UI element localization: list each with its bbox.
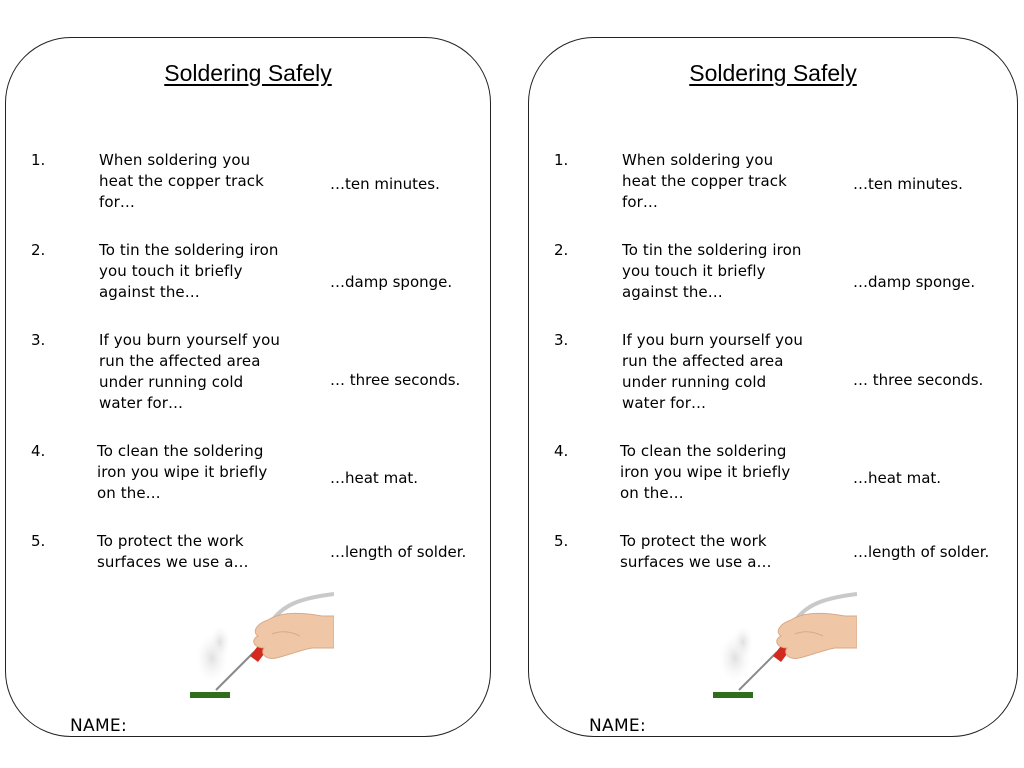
question-1-text: When soldering you heat the copper track for…: [99, 151, 264, 211]
question-3-text: If you burn yourself you run the affected area under running cold water for…: [622, 331, 803, 412]
answer-2: …damp sponge.: [330, 273, 453, 291]
question-4-number: 4.: [31, 442, 46, 460]
question-2-number: 2.: [31, 241, 46, 259]
card-title: Soldering Safely: [164, 60, 332, 86]
worksheet-card-right: [528, 37, 1018, 737]
answer-2: …damp sponge.: [853, 273, 976, 291]
answer-4: …heat mat.: [853, 469, 942, 487]
question-4-text: To clean the soldering iron you wipe it briefly on the…: [97, 442, 268, 502]
card-title: Soldering Safely: [689, 60, 857, 86]
question-3-text: If you burn yourself you run the affected area under running cold water for…: [99, 331, 280, 412]
question-5-number: 5.: [31, 532, 46, 550]
answer-3: … three seconds.: [853, 371, 984, 389]
question-5-text: To protect the work surfaces we use a…: [620, 532, 772, 571]
answer-4: …heat mat.: [330, 469, 419, 487]
question-4-number: 4.: [554, 442, 569, 460]
answer-1: …ten minutes.: [330, 175, 440, 193]
question-3-number: 3.: [554, 331, 569, 349]
question-1-number: 1.: [554, 151, 569, 169]
answer-3: … three seconds.: [330, 371, 461, 389]
question-5-number: 5.: [554, 532, 569, 550]
question-5-text: To protect the work surfaces we use a…: [97, 532, 249, 571]
name-label: NAME:: [589, 716, 646, 736]
soldering-iron-hand-icon: [182, 590, 334, 702]
name-label: NAME:: [70, 716, 127, 736]
answer-5: …length of solder.: [330, 543, 467, 561]
question-2-text: To tin the soldering iron you touch it briefly against the…: [99, 241, 279, 301]
question-2-number: 2.: [554, 241, 569, 259]
soldering-iron-hand-icon: [705, 590, 857, 702]
answer-1: …ten minutes.: [853, 175, 963, 193]
worksheet-card-left: [5, 37, 491, 737]
question-2-text: To tin the soldering iron you touch it briefly against the…: [622, 241, 802, 301]
question-1-number: 1.: [31, 151, 46, 169]
question-4-text: To clean the soldering iron you wipe it briefly on the…: [620, 442, 791, 502]
question-3-number: 3.: [31, 331, 46, 349]
answer-5: …length of solder.: [853, 543, 990, 561]
question-1-text: When soldering you heat the copper track for…: [622, 151, 787, 211]
